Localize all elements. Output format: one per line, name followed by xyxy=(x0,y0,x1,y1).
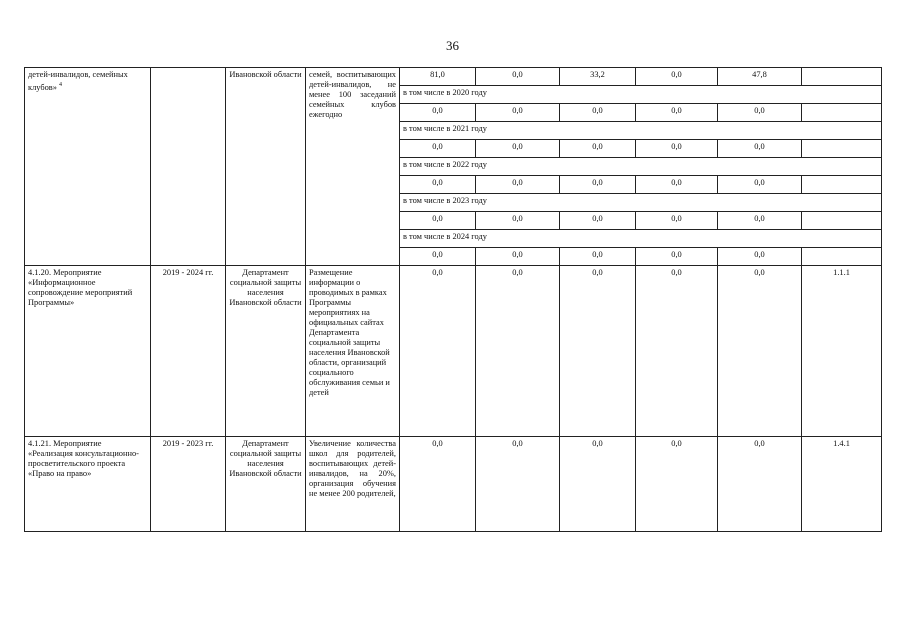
term-cell: 2019 - 2023 гг. xyxy=(151,437,226,532)
activity-name-cell: 4.1.20. Мероприятие «Информационное сопровождение мероприятий Программы» xyxy=(25,266,151,437)
value-cell: 0,0 xyxy=(476,212,560,230)
value-cell: 0,0 xyxy=(636,68,718,86)
value-cell: 0,0 xyxy=(636,437,718,532)
term-cell xyxy=(151,68,226,266)
executor-cell: Департамент социальной защиты населения Ивановской области xyxy=(226,437,306,532)
value-cell: 0,0 xyxy=(476,68,560,86)
year-label: в том числе в 2020 году xyxy=(400,86,882,104)
value-cell: 0,0 xyxy=(476,437,560,532)
indicator-cell: 1.1.1 xyxy=(802,266,882,437)
value-cell: 0,0 xyxy=(636,212,718,230)
result-cell: Увеличение количества школ для родителей, воспитывающих детей-инвалидов, на 20%, организация обучения не менее 200 родителей, xyxy=(306,437,400,532)
table-row xyxy=(25,68,882,86)
value-cell: 81,0 xyxy=(400,68,476,86)
indicator-cell xyxy=(802,248,882,266)
year-label: в том числе в 2023 году xyxy=(400,194,882,212)
value-cell: 47,8 xyxy=(718,68,802,86)
value-cell: 0,0 xyxy=(718,212,802,230)
value-cell: 0,0 xyxy=(560,104,636,122)
result-cell: семей, воспитывающих детей-инвалидов, не менее 100 заседаний семейных клубов ежегодно xyxy=(306,68,400,266)
indicator-cell xyxy=(802,176,882,194)
executor-cell: Департамент социальной защиты населения Ивановской области xyxy=(226,266,306,437)
value-cell: 0,0 xyxy=(718,104,802,122)
value-cell: 33,2 xyxy=(560,68,636,86)
value-cell: 0,0 xyxy=(476,176,560,194)
table-row xyxy=(25,266,882,437)
value-cell: 0,0 xyxy=(718,437,802,532)
value-cell: 0,0 xyxy=(718,248,802,266)
value-cell: 0,0 xyxy=(560,176,636,194)
indicator-cell xyxy=(802,104,882,122)
indicator-cell xyxy=(802,140,882,158)
value-cell: 0,0 xyxy=(636,140,718,158)
value-cell: 0,0 xyxy=(636,248,718,266)
value-cell: 0,0 xyxy=(476,248,560,266)
value-cell: 0,0 xyxy=(400,140,476,158)
year-label: в том числе в 2021 году xyxy=(400,122,882,140)
value-cell: 0,0 xyxy=(560,437,636,532)
value-cell: 0,0 xyxy=(400,248,476,266)
activity-name-cell: детей-инвалидов, семейных клубов» $^4$ xyxy=(25,68,151,266)
value-cell: 0,0 xyxy=(400,176,476,194)
value-cell: 0,0 xyxy=(400,212,476,230)
value-cell: 0,0 xyxy=(636,104,718,122)
value-cell: 0,0 xyxy=(400,266,476,437)
value-cell: 0,0 xyxy=(718,266,802,437)
year-label: в том числе в 2022 году xyxy=(400,158,882,176)
activity-name-cell: 4.1.21. Мероприятие «Реализация консультационно-просветительского проекта «Право на право» xyxy=(25,437,151,532)
value-cell: 0,0 xyxy=(560,266,636,437)
value-cell: 0,0 xyxy=(476,140,560,158)
value-cell: 0,0 xyxy=(476,266,560,437)
value-cell: 0,0 xyxy=(718,176,802,194)
footnote-marker: 4 xyxy=(59,82,63,88)
value-cell: 0,0 xyxy=(718,140,802,158)
value-cell: 0,0 xyxy=(560,248,636,266)
indicator-cell xyxy=(802,212,882,230)
term-cell: 2019 - 2024 гг. xyxy=(151,266,226,437)
value-cell: 0,0 xyxy=(400,437,476,532)
page-number: 36 xyxy=(446,38,459,53)
indicator-cell: 1.4.1 xyxy=(802,437,882,532)
indicator-cell xyxy=(802,68,882,86)
year-label: в том числе в 2024 году xyxy=(400,230,882,248)
result-cell: Размещение информации о проводимых в рамках Программы мероприятиях на официальных сайтах Департамента социальной защиты населения Ивановской области, организаций социального обслуживания семьи и детей xyxy=(306,266,400,437)
value-cell: 0,0 xyxy=(400,104,476,122)
value-cell: 0,0 xyxy=(560,212,636,230)
value-cell: 0,0 xyxy=(636,176,718,194)
value-cell: 0,0 xyxy=(560,140,636,158)
value-cell: 0,0 xyxy=(476,104,560,122)
value-cell: 0,0 xyxy=(636,266,718,437)
executor-cell: Ивановской области xyxy=(226,68,306,266)
table-row xyxy=(25,437,882,532)
program-activities-table xyxy=(24,67,882,532)
